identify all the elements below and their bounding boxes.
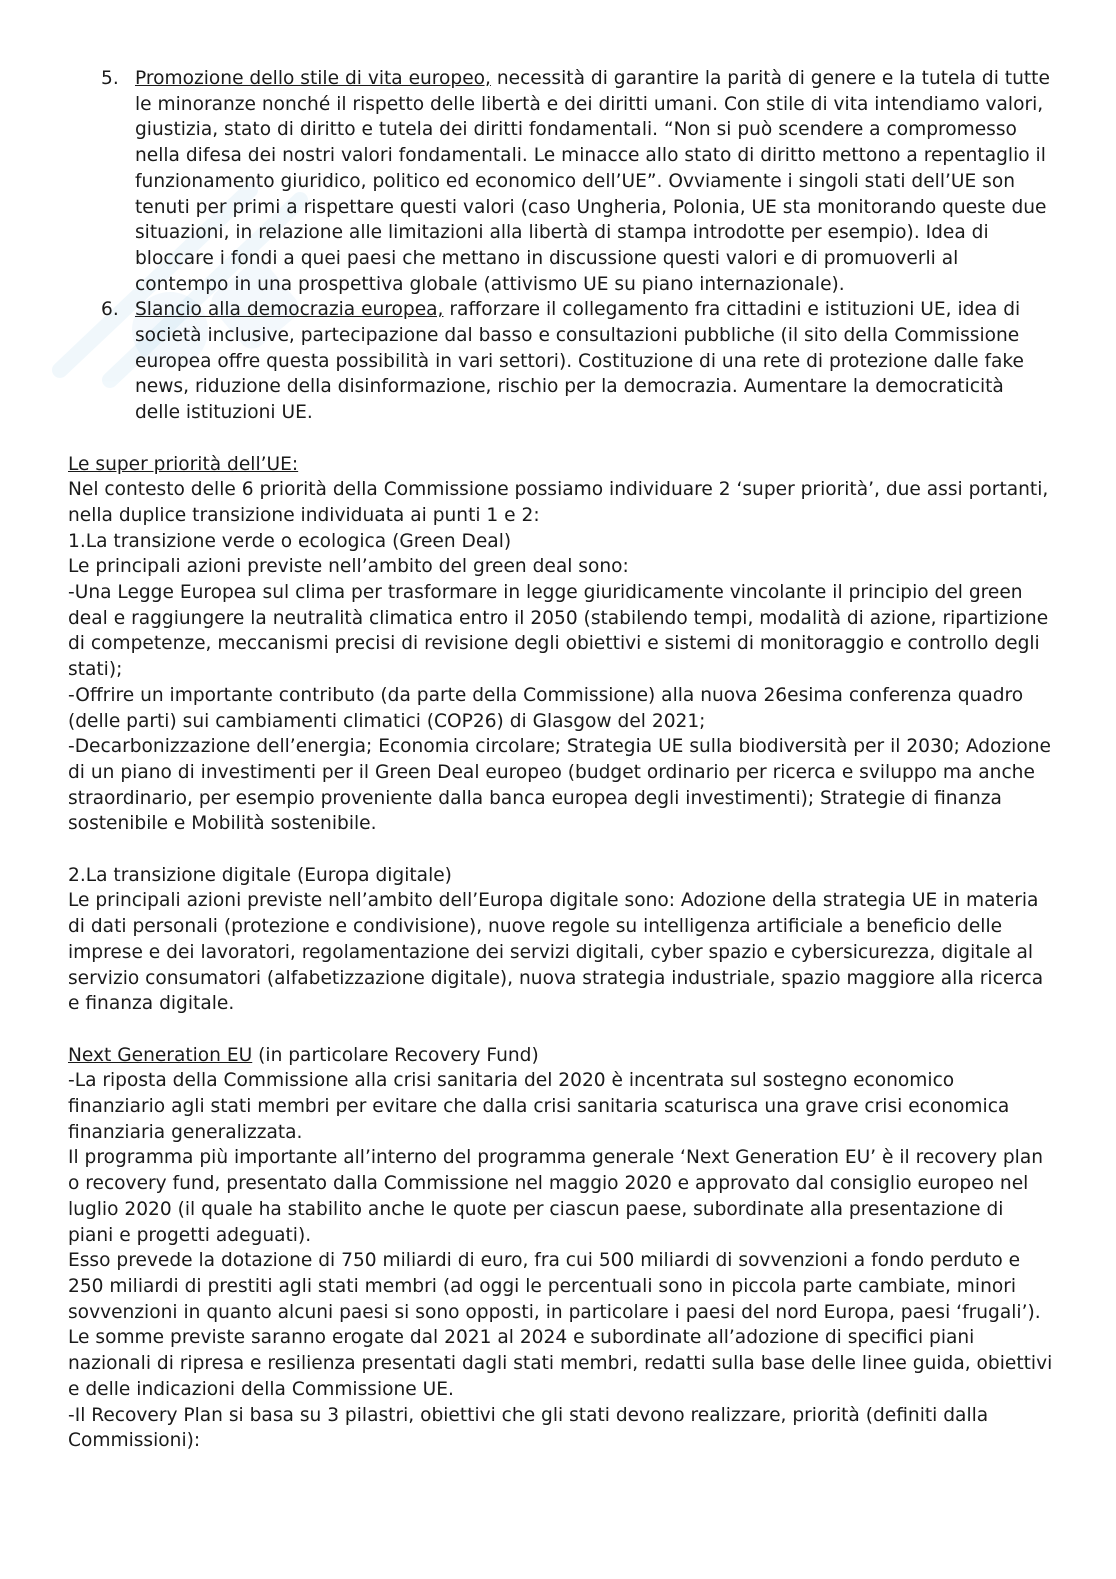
digital-body: Le principali azioni previste nell’ambito dell’Europa digitale sono: Adozione della strategia UE in materia di dati personali (protezione e condivisione), nuove regole su intelligenza artificiale a beneficio delle imprese e dei lavoratori, regolamentazione dei servizi digitali, cyber spazio e cybersicurezza, digitale al servizio consumatori (alfabetizzazione digitale), nuova strategia industriale, spazio maggiore alla ricerca e finanza digitale.: [68, 890, 1044, 1015]
digital-title: 2.La transizione digitale (Europa digitale): [68, 864, 452, 886]
list-item: [68, 66, 1053, 297]
next-generation-paragraph: Esso prevede la dotazione di 750 miliardi di euro, fra cui 500 miliardi di sovvenzioni a fondo perduto e 250 miliardi di prestiti agli stati membri (ad oggi le percentuali sono in piccola parte cambiate, minori sovvenzioni in quanto alcuni paesi si sono opposti, in particolare i paesi del nord Europa, paesi ‘frugali’). Le somme previste saranno erogate dal 2021 al 2024 e subordinate all’adozione di specifici piani nazionali di ripresa e resilienza presentati dagli stati membri, redatti sulla base delle linee guida, obiettivi e delle indicazioni della Commissione UE.: [68, 1250, 1053, 1400]
document-page: [68, 66, 1053, 1454]
next-generation-heading-line: [68, 1043, 1053, 1069]
list-item-body: necessità di garantire la parità di genere e la tutela di tutte le minoranze nonché il rispetto delle libertà e dei diritti umani. Con stile di vita intendiamo valori, giustizia, stato di diritto e tutela dei diritti fondamentali. “Non si può scendere a compromesso nella difesa dei nostri valori fondamentali. Le minacce allo stato di diritto mettono a repentaglio il funzionamento giuridico, politico ed economico dell’UE”. Ovviamente i singoli stati dell’UE son tenuti per primi a rispettare questi valori (caso Ungheria, Polonia, UE sta monitorando queste due situazioni, in relazione alle limitazioni alla libertà di stampa introdotte per esempio). Idea di bloccare i fondi a quei paesi che mettano in discussione questi valori e di promuoverli al contempo in una prospettiva globale (attivismo UE su piano internazionale).: [135, 68, 1050, 295]
list-item-body: rafforzare il collegamento fra cittadini e istituzioni UE, idea di società inclusive, partecipazione dal basso e consultazioni pubbliche (il sito della Commissione europea offre questa possibilità in vari settori). Costituzione di una rete di protezione dalle fake news, riduzione della disinformazione, rischio per la democrazia. Aumentare la democraticità delle istituzioni UE.: [135, 299, 1024, 424]
super-priorities-intro: Nel contesto delle 6 priorità della Commissione possiamo individuare 2 ‘super priorità’, due assi portanti, nella duplice transizione individuata ai punti 1 e 2:: [68, 479, 1049, 526]
green-deal-item: -Una Legge Europea sul clima per trasformare in legge giuridicamente vincolante il principio del green deal e raggiungere la neutralità climatica entro il 2050 (stabilendo tempi, modalità di azione, ripartizione di competenze, meccanismi precisi di revisione degli obiettivi e sistemi di monitoraggio e controllo degli stati);: [68, 582, 1049, 681]
super-priorities-heading: Le super priorità dell’UE:: [68, 453, 299, 475]
list-item-title: Slancio alla democrazia europea,: [135, 299, 444, 321]
next-generation-paragraph: Il programma più importante all’interno del programma generale ‘Next Generation EU’ è il recovery plan o recovery fund, presentato dalla Commissione nel maggio 2020 e approvato dal consiglio europeo nel luglio 2020 (il quale ha stabilito anche le quote per ciascun paese, subordinate alla presentazione di piani e progetti adeguati).: [68, 1147, 1044, 1246]
green-deal-intro: Le principali azioni previste nell’ambito del green deal sono:: [68, 556, 629, 578]
next-generation-paragraph: -Il Recovery Plan si basa su 3 pilastri, obiettivi che gli stati devono realizzare, priorità (definiti dalla Commissioni):: [68, 1404, 989, 1452]
green-deal-title: 1.La transizione verde o ecologica (Green Deal): [68, 530, 512, 552]
priority-list: [68, 66, 1053, 426]
green-deal-item: -Decarbonizzazione dell’energia; Economia circolare; Strategia UE sulla biodiversità per il 2030; Adozione di un piano di investimenti per il Green Deal europeo (budget ordinario per ricerca e sviluppo ma anche straordinario, per esempio proveniente dalla banca europea degli investimenti); Strategie di finanza sostenibile e Mobilità sostenibile.: [68, 736, 1051, 835]
green-deal-item: -Offrire un importante contributo (da parte della Commissione) alla nuova 26esima conferenza quadro (delle parti) sui cambiamenti climatici (COP26) di Glasgow del 2021;: [68, 684, 1024, 732]
list-item: [68, 297, 1053, 426]
list-item-number: 6.: [101, 299, 119, 321]
list-item-title: Promozione dello stile di vita europeo,: [135, 68, 491, 89]
list-item-number: 5.: [101, 68, 119, 89]
next-generation-heading-suffix: (in particolare Recovery Fund): [252, 1044, 539, 1066]
next-generation-heading: Next Generation EU: [68, 1044, 253, 1066]
next-generation-paragraph: -La riposta della Commissione alla crisi sanitaria del 2020 è incentrata sul sostegno economico finanziario agli stati membri per evitare che dalla crisi sanitaria scaturisca una grave crisi economica finanziaria generalizzata.: [68, 1070, 1010, 1143]
